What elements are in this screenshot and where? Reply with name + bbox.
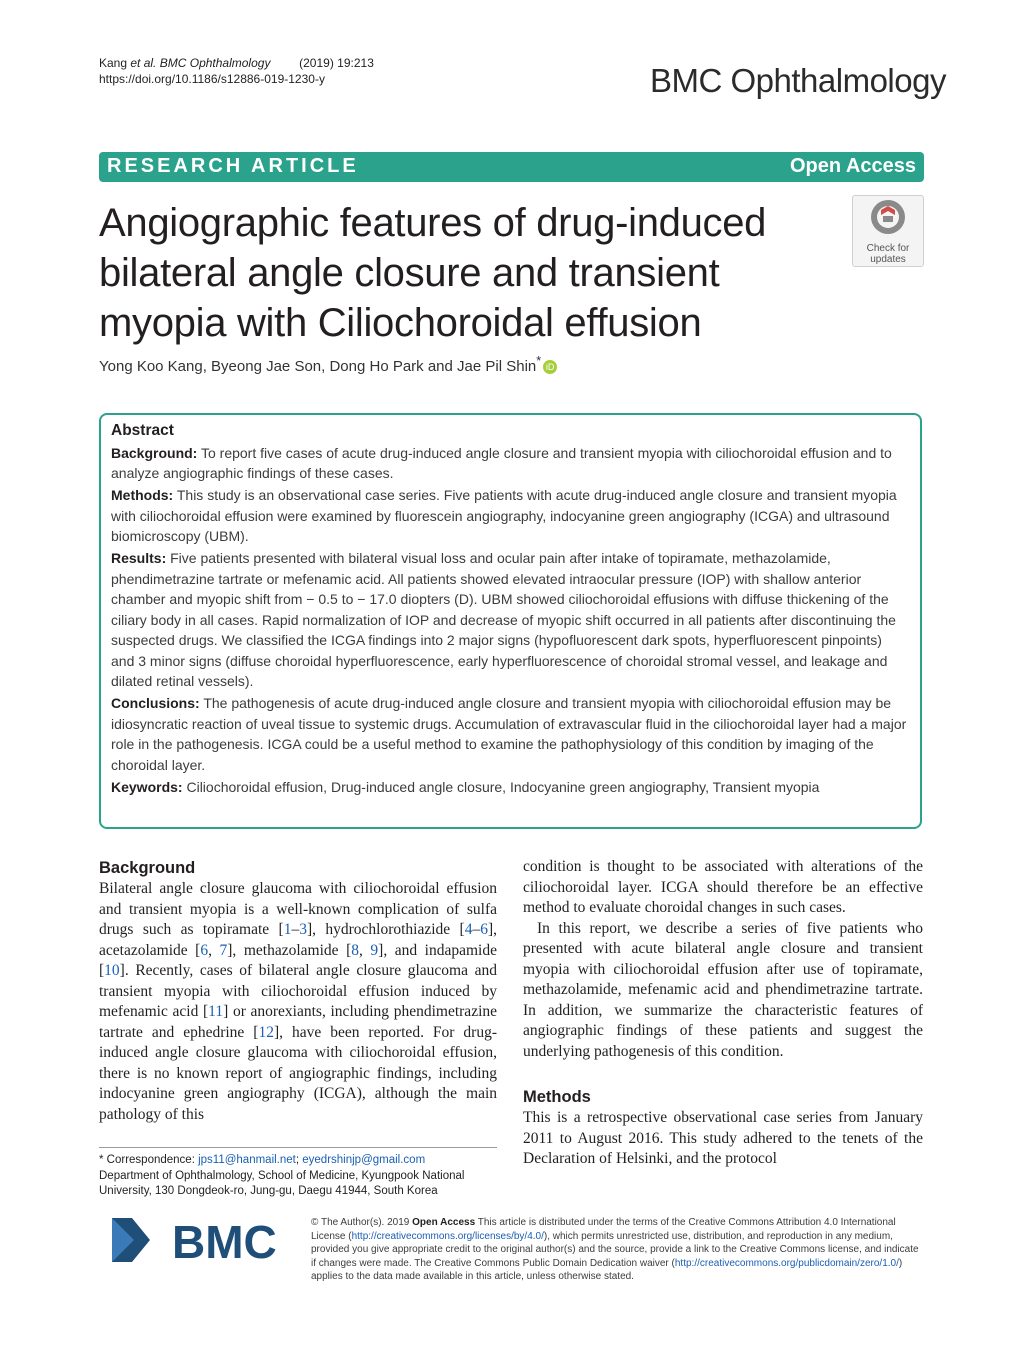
citation-year-volume: (2019) 19:213: [299, 56, 374, 70]
orcid-icon[interactable]: iD: [543, 360, 557, 374]
citation-ref[interactable]: 7: [219, 941, 228, 959]
bg-text-4: –: [472, 921, 481, 938]
abstract-background-text: To report five cases of acute drug-induced angle closure and transient myopia with ciliochoroidal effusion and to analyze angiographic findings of these cases.: [111, 444, 892, 481]
bg-text-10: ]. Recently, cases of bilateral angle closure glaucoma and transient myopia with ciliochoroidal effusion induced by mefenamic acid [: [99, 962, 497, 1020]
citation-ref[interactable]: 6: [200, 941, 209, 959]
left-column: [99, 857, 497, 1125]
check-for-updates-badge[interactable]: [852, 195, 924, 267]
right-column: [523, 857, 923, 1170]
abstract-box: [99, 413, 922, 829]
citation-ref[interactable]: 3: [299, 921, 307, 938]
abstract-methods-label: Methods:: [111, 487, 174, 503]
background-heading: Background: [99, 859, 196, 877]
email-link-2[interactable]: eyedrshinjp@gmail.com: [302, 1154, 426, 1166]
license-statement: [311, 1216, 923, 1284]
doi-link[interactable]: https://doi.org/10.1186/s12886-019-1230-y: [99, 72, 325, 86]
right-paragraph-1: condition is thought to be associated with alterations of the ciliochoroidal layer. ICGA should therefore be an effective method to evaluate choroidal changes in such cases.: [523, 858, 923, 916]
running-citation: [99, 55, 374, 71]
check-for-updates-icon: [853, 196, 923, 240]
abstract-keywords-label: Keywords:: [111, 778, 183, 795]
email-separator: ;: [295, 1154, 303, 1166]
abstract-keywords-text: Ciliochoroidal effusion, Drug-induced angle closure, Indocyanine green angiography, Transient myopia: [186, 778, 820, 795]
bmc-logo: [108, 1210, 298, 1270]
methods-paragraph: This is a retrospective observational case series from January 2011 to August 2016. This study adhered to the tenets of the Declaration of Helsinki, and the protocol: [523, 1109, 923, 1167]
abstract-results-text: Five patients presented with bilateral visual loss and ocular pain after intake of topiramate, methazolamide, phendimetrazine tartrate or mefenamic acid. All patients showed elevated intraocular pressure (IOP) with shallow anterior chamber and myopic shift from − 0.5 to − 17.0 diopters (D). UBM showed ciliochoroidal effusions with diffuse thickening of the ciliary body in all cases. Rapid normalization of IOP and decrease of myopic shift occurred in all patients after discontinuing the suspected drugs. We classified the ICGA findings into 2 major signs (hypofluorescent dark spots, hyperfluorescent pinpoints) and 3 minor signs (diffuse choroidal hyperfluorescence, early hyperfluorescence of choroidal stromal vessel, and leakage and dilated retinal vessels).: [111, 550, 896, 689]
abstract-conclusions: [111, 693, 908, 775]
bmc-logo-icon: [108, 1210, 298, 1270]
license-text-3: ) applies to the data made available in this article, unless otherwise stated.: [311, 1257, 903, 1283]
citation-etal: et al.: [130, 56, 157, 70]
citation-ref[interactable]: 11: [208, 1003, 224, 1020]
license-url-1[interactable]: http://creativecommons.org/licenses/by/4.0/: [351, 1230, 544, 1242]
email-link-1[interactable]: jps11@hanmail.net: [198, 1154, 296, 1166]
check-for-updates-line1: Check for: [866, 243, 910, 254]
citation-authors: Kang: [99, 56, 128, 70]
right-paragraph-2: In this report, we describe a series of five patients who presented with acute bilateral angle closure and transient myopia with ciliochoroidal effusion after use of topiramate, methazolamide, mefenamic acid and phendimetrazine tartrate. In addition, we summarize the characteristic features of angiographic findings of these patients and suggest the underlying pathogenesis of this condition.: [523, 919, 923, 1060]
citation-ref[interactable]: 9: [370, 941, 379, 959]
affiliation: Department of Ophthalmology, School of Medicine, Kyungpook National University, 130 Dongdeok-ro, Jung-gu, Daegu 41944, South Korea: [99, 1169, 465, 1197]
abstract-background: [111, 443, 908, 484]
bg-text-8: ,: [359, 941, 371, 959]
citation-ref[interactable]: 1: [283, 921, 292, 938]
abstract-conclusions-label: Conclusions:: [111, 695, 200, 711]
article-title: Angiographic features of drug-induced bilateral angle closure and transient myopia with Ciliochoroidal effusion: [99, 201, 767, 345]
abstract-methods-text: This study is an observational case series. Five patients with acute drug-induced angle closure and transient myopia with ciliochoroidal effusion were examined by fluorescein angiography, indocyanine green angiography (ICGA) and ultrasound biomicroscopy (UBM).: [111, 487, 897, 544]
author-list: [99, 354, 557, 375]
article-type-banner: [99, 152, 924, 182]
footnote-rule: [99, 1147, 497, 1148]
abstract-results-label: Results:: [111, 550, 167, 566]
license-copyright: © The Author(s). 2019: [311, 1217, 413, 1228]
abstract-results: [111, 548, 908, 692]
license-open-access: Open Access: [412, 1217, 476, 1228]
correspondence-footnote: [99, 1153, 497, 1200]
bg-text-12: ], have been reported. For drug-induced angle closure glaucoma with ciliochoroidal effusion, there is no known report of angiographic findings, including indocyanine green angiography (ICGA), although the main pathology of this: [99, 1023, 497, 1123]
article-type: RESEARCH ARTICLE: [107, 155, 359, 177]
check-for-updates-line2: updates: [870, 254, 906, 265]
authors: Yong Koo Kang, Byeong Jae Son, Dong Ho Park and Jae Pil Shin: [99, 358, 537, 375]
citation-ref[interactable]: 10: [104, 962, 120, 979]
citation-ref[interactable]: 8: [351, 941, 359, 959]
citation-ref[interactable]: 4: [464, 921, 473, 938]
methods-heading: Methods: [523, 1088, 591, 1106]
bg-text-6: ,: [208, 941, 220, 959]
abstract-background-label: Background:: [111, 444, 198, 461]
license-url-2[interactable]: http://creativecommons.org/publicdomain/zero/1.0/: [674, 1257, 899, 1269]
bg-text-9: ], and indapamide [: [99, 941, 497, 979]
bg-text-5: ], acetazolamide [: [99, 921, 497, 959]
abstract-keywords: [111, 777, 908, 798]
bg-text-1: Bilateral angle closure glaucoma with ciliochoroidal effusion and transient myopia is a well-known complication of sulfa drugs such as topiramate [: [99, 880, 497, 938]
journal-brand: BMC Ophthalmology: [650, 62, 946, 99]
open-access-label: Open Access: [790, 155, 916, 177]
abstract-heading: Abstract: [111, 422, 174, 439]
abstract-methods: [111, 485, 908, 547]
abstract-conclusions-text: The pathogenesis of acute drug-induced angle closure and transient myopia with ciliochoroidal effusion may be idiosyncratic reaction of uveal tissue to systemic drugs. Accumulation of extravascular fluid in the ciliochoroidal layer had a major role in the pathogenesis. ICGA could be a useful method to examine the pathophysiology of this condition by imaging of the choroidal layer.: [111, 695, 907, 773]
bg-text-3: ], hydrochlorothiazide [: [306, 921, 465, 938]
license-text-1: This article is distributed under the terms of the Creative Commons Attribution 4.0 International License (: [311, 1217, 896, 1242]
background-paragraph: [99, 879, 497, 1125]
bg-text-11: ] or anorexiants, including phendimetrazine tartrate and ephedrine [: [99, 1003, 498, 1041]
citation-journal: BMC Ophthalmology: [159, 56, 271, 70]
corresponding-mark: *: [536, 354, 542, 368]
bmc-logo-text: BMC: [172, 1216, 277, 1268]
citation-ref[interactable]: 6: [480, 921, 488, 938]
citation-ref[interactable]: 12: [258, 1023, 274, 1041]
correspondence-label: * Correspondence:: [99, 1154, 199, 1166]
bg-text-7: ], methazolamide [: [227, 941, 352, 959]
license-text-2: ), which permits unrestricted use, distribution, and reproduction in any medium, provided you give appropriate credit to the original author(s) and the source, provide a link to the Creative Commons license, and indicate if changes were made. The Creative Commons Public Domain Dedication waiver (: [311, 1230, 919, 1269]
bg-text-2: –: [291, 921, 300, 938]
